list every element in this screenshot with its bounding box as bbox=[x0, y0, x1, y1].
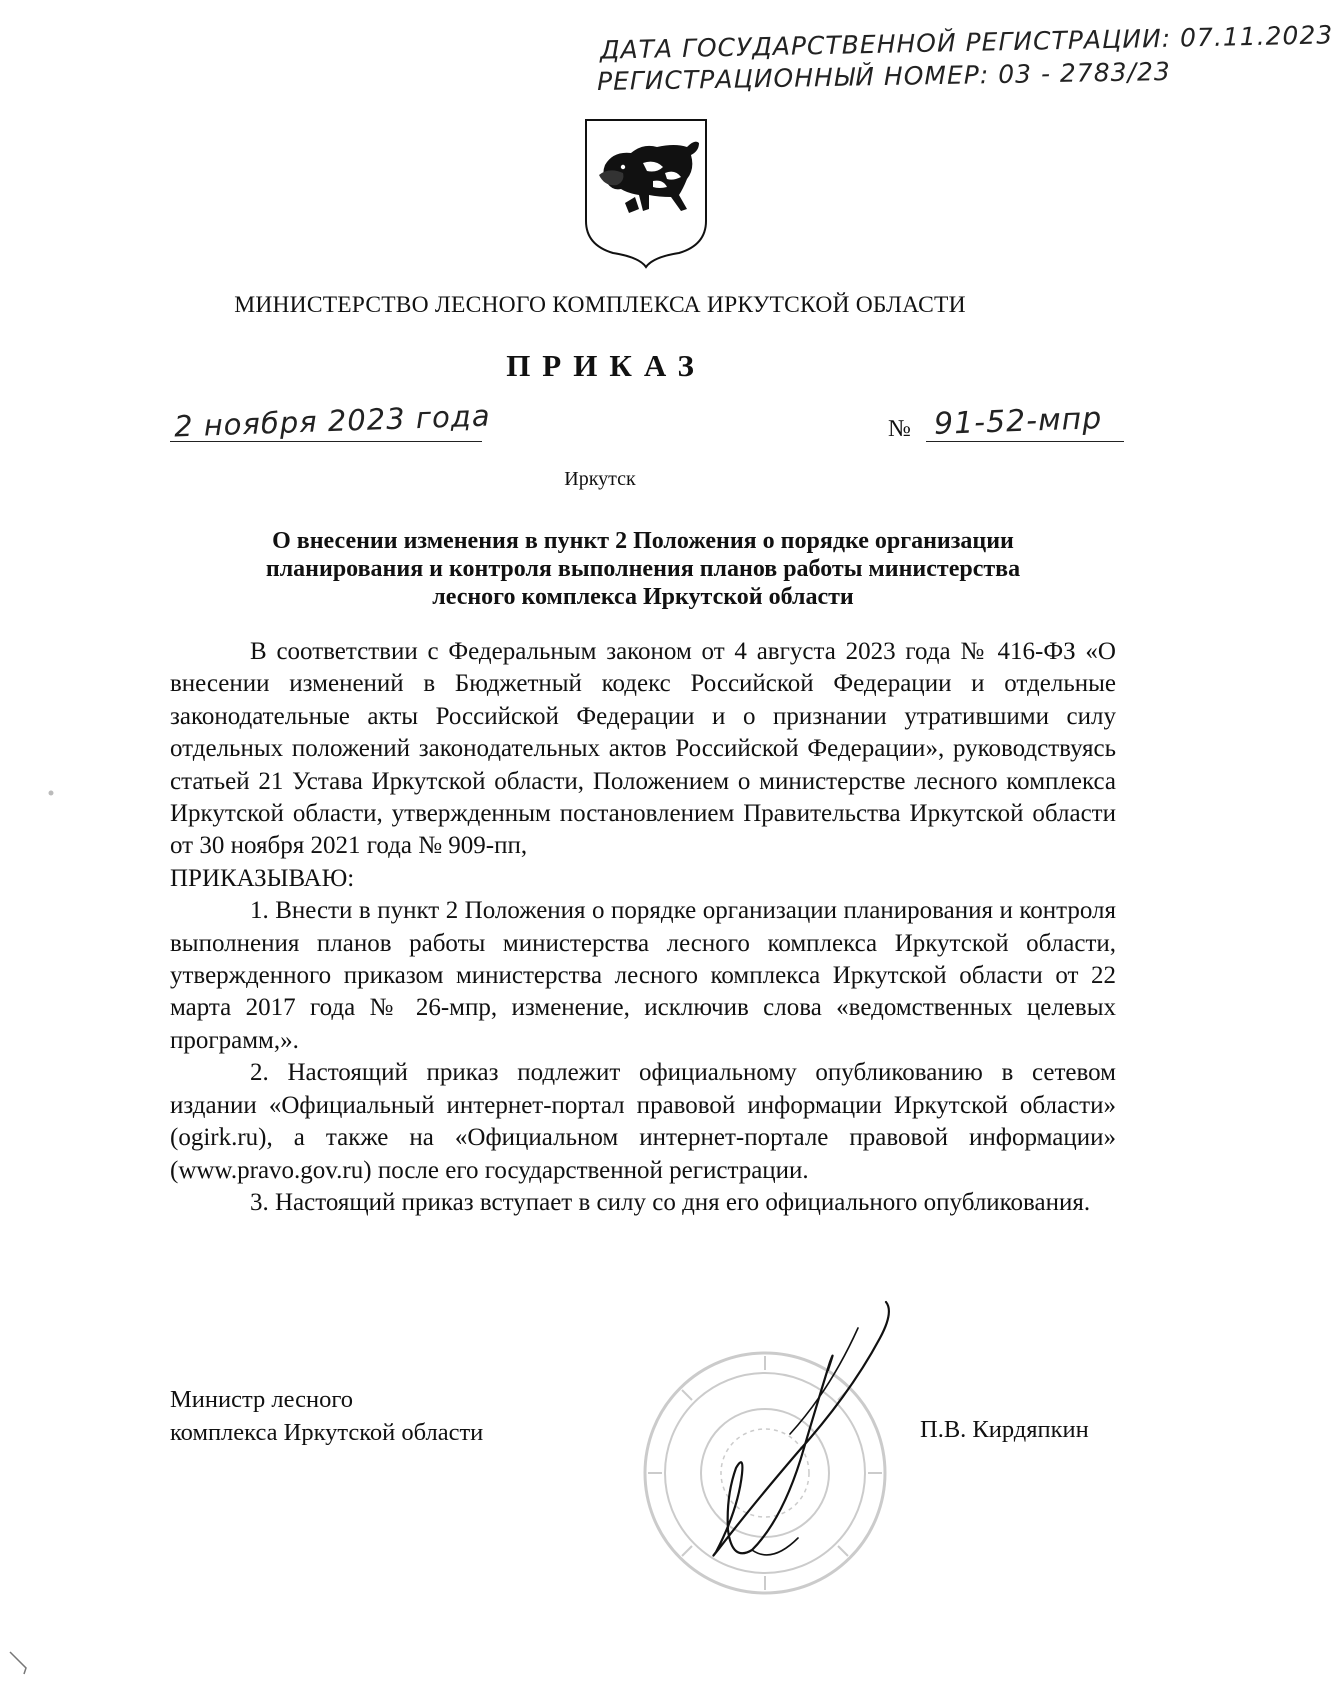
irkutsk-coat-of-arms-icon bbox=[583, 117, 709, 267]
scan-artifact-icon bbox=[44, 786, 58, 800]
handwritten-signature-icon bbox=[680, 1298, 920, 1578]
document-body bbox=[170, 636, 1116, 1219]
preamble-paragraph: В соответствии с Федеральным законом от 4 августа 2023 года № 416-ФЗ «О внесении изменений в Бюджетный кодекс Российской Федерации и отдельные законодательные акты Российской Федерации и о признании утратившими силу отдельных положений законодательных актов Российской Федерации», руководствуясь статьей 21 Устава Иркутской области, Положением о министерстве лесного комплекса Иркутской области, утвержденным постановлением Правительства Иркутской области от 30 ноября 2021 года № 909-пп, bbox=[170, 638, 1116, 860]
document-title bbox=[170, 527, 1116, 611]
scan-artifact-icon bbox=[8, 1648, 48, 1678]
signer-position-line-2: комплекса Иркутской области bbox=[170, 1419, 484, 1446]
order-number-field bbox=[888, 401, 1124, 446]
document-type: ПРИКАЗ bbox=[506, 348, 706, 383]
registration-number-line: РЕГИСТРАЦИОННЫЙ НОМЕР: 03 - 2783/23 bbox=[596, 56, 1171, 97]
signer-name: П.В. Кирдяпкин bbox=[920, 1416, 1089, 1443]
title-line-1: О внесении изменения в пункт 2 Положения о порядке организации bbox=[272, 528, 1014, 554]
order-date-value: 2 ноября 2023 года bbox=[173, 398, 492, 444]
title-line-2: планирования и контроля выполнения планов работы министерства bbox=[265, 556, 1021, 582]
signer-position bbox=[170, 1383, 483, 1449]
order-item-3: 3. Настоящий приказ вступает в силу со дня его официального опубликования. bbox=[250, 1188, 1091, 1216]
order-item-2: 2. Настоящий приказ подлежит официальному опубликованию в сетевом издании «Официальный интернет-портал правовой информации Иркутской области» (ogirk.ru), а также на «Официальном интернет-портале правовой информации» (www.pravo.gov.ru) после его государственной регистрации. bbox=[170, 1059, 1116, 1184]
registration-date-line: ДАТА ГОСУДАРСТВЕННОЙ РЕГИСТРАЦИИ: 07.11.2023 bbox=[599, 20, 1334, 65]
city: Иркутск bbox=[564, 468, 636, 490]
order-number-value: 91-52-мпр bbox=[933, 401, 1103, 442]
order-number-label: № bbox=[888, 416, 911, 442]
title-line-3: лесного комплекса Иркутской области bbox=[432, 584, 854, 610]
signer-position-line-1: Министр лесного bbox=[170, 1386, 354, 1413]
order-date-field bbox=[170, 398, 492, 446]
order-word: ПРИКАЗЫВАЮ: bbox=[170, 864, 355, 892]
order-item-1: 1. Внести в пункт 2 Положения о порядке организации планирования и контроля выполнения планов работы министерства лесного комплекса Иркутской области, утвержденного приказом министерства лесного комплекса Иркутской области от 22 марта 2017 года № 26-мпр, изменение, исключив слова «ведомственных целевых программ,». bbox=[170, 897, 1116, 1054]
ministry-name: МИНИСТЕРСТВО ЛЕСНОГО КОМПЛЕКСА ИРКУТСКОЙ ОБЛАСТИ bbox=[234, 292, 966, 318]
